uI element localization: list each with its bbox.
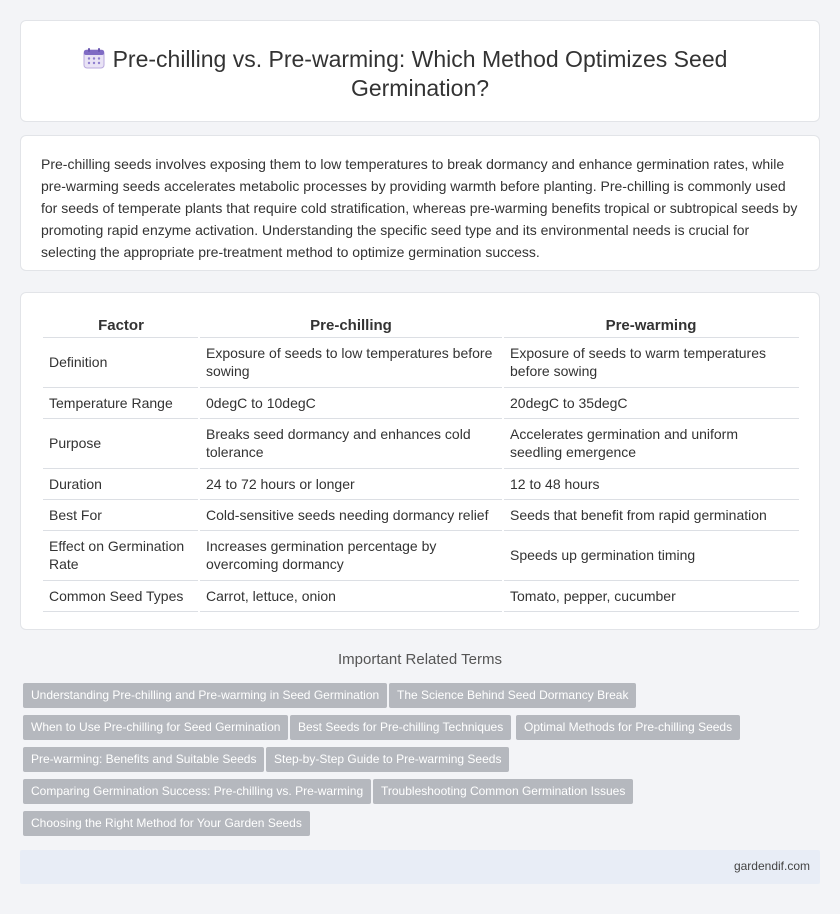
table-cell: Effect on Germination Rate — [43, 530, 199, 580]
related-term-tag[interactable]: Best Seeds for Pre-chilling Techniques — [290, 715, 511, 740]
table-cell: Increases germination percentage by overcoming dormancy — [199, 530, 503, 580]
table-cell: 12 to 48 hours — [503, 468, 799, 499]
related-term-tag[interactable]: Optimal Methods for Pre-chilling Seeds — [516, 715, 740, 740]
footer — [20, 850, 820, 884]
related-term-tag[interactable]: Comparing Germination Success: Pre-chilling vs. Pre-warming — [23, 779, 371, 804]
table-cell: Carrot, lettuce, onion — [199, 580, 503, 611]
table-row — [43, 499, 799, 530]
table-cell: 0degC to 10degC — [199, 387, 503, 418]
related-term-tag[interactable]: When to Use Pre-chilling for Seed Germination — [23, 715, 288, 740]
table-cell: Seeds that benefit from rapid germination — [503, 499, 799, 530]
table-cell: Common Seed Types — [43, 580, 199, 611]
footer-site-link[interactable]: gardendif.com — [733, 859, 810, 873]
header-factor: Factor — [43, 315, 199, 337]
related-terms-title: Important Related Terms — [338, 651, 502, 668]
table-cell: Cold-sensitive seeds needing dormancy relief — [199, 499, 503, 530]
comparison-card — [20, 292, 820, 630]
page-title — [21, 45, 819, 103]
related-term-tag[interactable]: Understanding Pre-chilling and Pre-warming in Seed Germination — [23, 683, 387, 708]
table-cell: Accelerates germination and uniform seedling emergence — [503, 418, 799, 468]
table-row — [43, 580, 799, 611]
intro-paragraph: Pre-chilling seeds involves exposing them to low temperatures to break dormancy and enhance germination rates, while pre-warming seeds accelerates metabolic processes by providing warmth before planting. Pre-chilling is commonly used for seeds of temperate plants that require cold stratification, whereas pre-warming benefits tropical or subtropical seeds by promoting rapid enzyme activation. Understanding the specific seed type and its environmental needs is crucial for selecting the appropriate pre-treatment method to optimize germination success. — [41, 156, 798, 260]
comparison-table — [43, 315, 799, 612]
table-cell: Breaks seed dormancy and enhances cold tolerance — [199, 418, 503, 468]
related-term-tag[interactable]: The Science Behind Seed Dormancy Break — [389, 683, 636, 708]
header-pre-chilling: Pre-chilling — [199, 315, 503, 337]
table-header-row — [43, 315, 799, 337]
table-cell: Best For — [43, 499, 199, 530]
table-row — [43, 387, 799, 418]
table-cell: Exposure of seeds to warm temperatures before sowing — [503, 337, 799, 387]
header-pre-warming: Pre-warming — [503, 315, 799, 337]
table-cell: 20degC to 35degC — [503, 387, 799, 418]
table-cell: Temperature Range — [43, 387, 199, 418]
page-title-line-1: Pre-chilling vs. Pre-warming: Which Method Optimizes Seed — [112, 46, 728, 72]
title-card — [20, 20, 820, 122]
table-cell: Definition — [43, 337, 199, 387]
table-cell: Purpose — [43, 418, 199, 468]
related-term-tag[interactable]: Step-by-Step Guide to Pre-warming Seeds — [266, 747, 509, 772]
intro-card — [20, 135, 820, 271]
table-row — [43, 530, 799, 580]
table-row — [43, 418, 799, 468]
table-cell: Duration — [43, 468, 199, 499]
page-title-line-2: Germination? — [350, 75, 490, 101]
related-term-tag[interactable]: Troubleshooting Common Germination Issues — [373, 779, 633, 804]
table-row — [43, 468, 799, 499]
related-term-tag[interactable]: Pre-warming: Benefits and Suitable Seeds — [23, 747, 264, 772]
table-row — [43, 337, 799, 387]
related-term-tag[interactable]: Choosing the Right Method for Your Garden Seeds — [23, 811, 310, 836]
table-cell: Exposure of seeds to low temperatures before sowing — [199, 337, 503, 387]
table-cell: Speeds up germination timing — [503, 530, 799, 580]
table-cell: Tomato, pepper, cucumber — [503, 580, 799, 611]
table-cell: 24 to 72 hours or longer — [199, 468, 503, 499]
